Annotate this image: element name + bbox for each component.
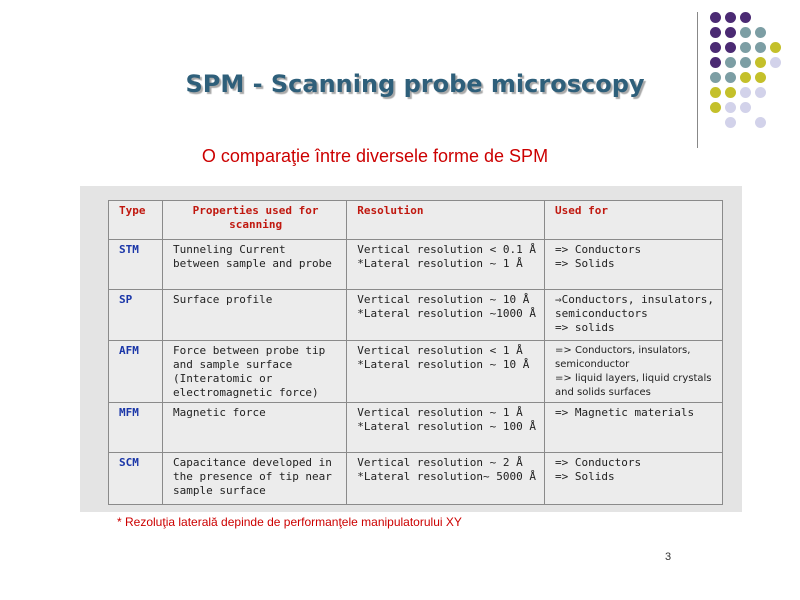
decorative-dot	[710, 102, 721, 113]
resolution-line: *Lateral resolution ~ 10 Å	[357, 358, 530, 371]
decorative-dot	[725, 57, 736, 68]
cell-properties	[162, 240, 346, 290]
decorative-dot	[755, 57, 766, 68]
decorative-dot	[740, 12, 751, 23]
decorative-dot	[770, 57, 781, 68]
table-header-row	[109, 201, 723, 240]
cell-resolution	[347, 240, 545, 290]
header-properties: Properties used for scanning	[162, 201, 346, 240]
used-for-line: semiconductor	[555, 359, 630, 370]
used-for-line: and solids surfaces	[555, 387, 651, 398]
cell-type: STM	[109, 240, 163, 290]
used-for-line: => Magnetic materials	[555, 406, 695, 419]
decorative-dot	[725, 27, 736, 38]
decorative-dot	[740, 102, 751, 113]
cell-resolution	[347, 290, 545, 341]
resolution-line: *Lateral resolution ~1000 Å	[357, 307, 537, 320]
page-number: 3	[665, 551, 672, 563]
resolution-line: Vertical resolution ~ 2 Å	[357, 456, 523, 469]
cell-properties	[162, 453, 346, 505]
cell-used-for	[545, 341, 723, 403]
resolution-line: *Lateral resolution ~ 1 Å	[357, 257, 523, 270]
spm-comparison-table	[108, 200, 723, 505]
decorative-dot	[725, 117, 736, 128]
cell-properties	[162, 341, 346, 403]
resolution-line: *Lateral resolution ~ 100 Å	[357, 420, 537, 433]
decorative-dot	[725, 42, 736, 53]
footnote: * Rezoluţia laterală depinde de performanţele manipulatorului XY	[117, 515, 462, 529]
properties-line: (Interatomic or	[172, 372, 273, 385]
table-row	[109, 341, 723, 403]
resolution-line: Vertical resolution ~ 1 Å	[357, 406, 523, 419]
header-type: Type	[109, 201, 163, 240]
properties-line: Capacitance developed in	[172, 456, 332, 469]
used-for-line: => Solids	[555, 470, 615, 483]
cell-used-for	[545, 290, 723, 341]
decorative-dot	[740, 27, 751, 38]
decorative-dot	[710, 12, 721, 23]
cell-properties	[162, 403, 346, 453]
resolution-line: Vertical resolution < 0.1 Å	[357, 243, 537, 256]
cell-type: SCM	[109, 453, 163, 505]
decorative-dot	[755, 42, 766, 53]
decorative-dot	[710, 42, 721, 53]
cell-type: SP	[109, 290, 163, 341]
resolution-line: *Lateral resolution~ 5000 Å	[357, 470, 537, 483]
used-for-line: => Conductors	[555, 456, 642, 469]
resolution-line: Vertical resolution < 1 Å	[357, 344, 523, 357]
decorative-dot	[740, 57, 751, 68]
slide-subtitle: O comparaţie între diversele forme de SPM	[201, 146, 549, 166]
properties-line: Force between probe tip	[172, 344, 326, 357]
table-row	[109, 403, 723, 453]
cell-type: MFM	[109, 403, 163, 453]
decorative-dot	[740, 42, 751, 53]
properties-line: Tunneling Current	[172, 243, 286, 256]
properties-line: the presence of tip near	[172, 470, 332, 483]
decorative-dot	[770, 42, 781, 53]
used-for-line: ⇒Conductors, insulators,	[555, 293, 714, 306]
cell-used-for	[545, 403, 723, 453]
properties-line: and sample surface	[172, 358, 293, 371]
used-for-line: semiconductors	[555, 307, 648, 320]
decorative-dot	[710, 57, 721, 68]
cell-used-for	[545, 240, 723, 290]
properties-line: Magnetic force	[172, 406, 266, 419]
cell-resolution	[347, 341, 545, 403]
properties-line: Surface profile	[172, 293, 273, 306]
decorative-dot	[710, 27, 721, 38]
properties-line: sample surface	[172, 484, 266, 497]
table-row	[109, 453, 723, 505]
resolution-line: Vertical resolution ~ 10 Å	[357, 293, 530, 306]
cell-type: AFM	[109, 341, 163, 403]
decorative-dot	[725, 102, 736, 113]
cell-resolution	[347, 453, 545, 505]
table-row	[109, 240, 723, 290]
table-row	[109, 290, 723, 341]
decorative-dot	[725, 12, 736, 23]
used-for-line: => Solids	[555, 257, 615, 270]
properties-line: between sample and probe	[172, 257, 332, 270]
header-resolution: Resolution	[347, 201, 545, 240]
decorative-dot	[755, 27, 766, 38]
used-for-line: => Conductors, insulators,	[555, 345, 691, 356]
used-for-line: => solids	[555, 321, 615, 334]
decorative-dot	[755, 117, 766, 128]
cell-properties	[162, 290, 346, 341]
header-used-for: Used for	[545, 201, 723, 240]
cell-resolution	[347, 403, 545, 453]
properties-line: electromagnetic force)	[172, 386, 319, 399]
used-for-line: => Conductors	[555, 243, 642, 256]
slide-title: SPM - Scanning probe microscopy	[185, 70, 645, 98]
cell-used-for	[545, 453, 723, 505]
used-for-line: => liquid layers, liquid crystals	[555, 373, 712, 384]
